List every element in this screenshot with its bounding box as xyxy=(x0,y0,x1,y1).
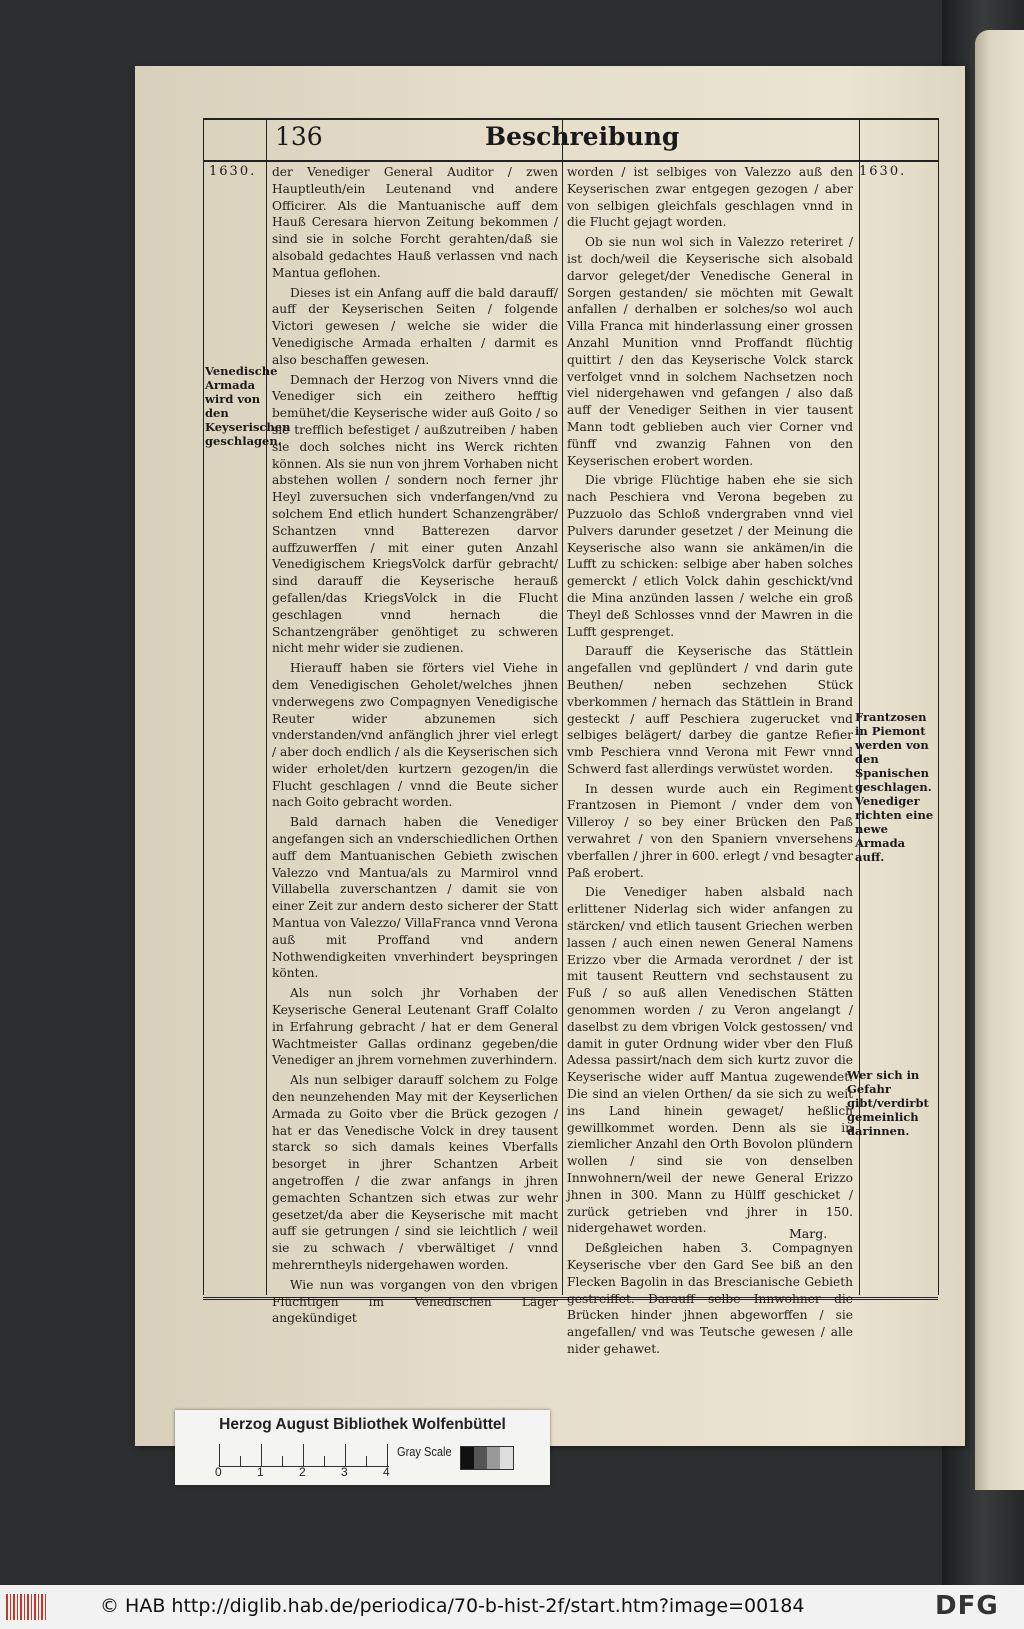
color-scale-card xyxy=(175,1410,550,1485)
dfg-logo: DFG xyxy=(935,1591,999,1621)
paragraph: worden / ist selbiges von Valezzo auß den Keyserischen zwar entgegen gezogen / aber von selbigen gleichfals geschlagen vnnd in die Flucht gejagt worden. xyxy=(567,165,853,230)
paragraph: Ob sie nun wol sich in Valezzo reteriret / ist doch/weil die Keyserische sich alsobald darvor geleget/der Venedische General in Sorgen gestanden/ sie möchten mit Gewalt anfallen / derhalben er solches/so wol auch Villa Franca mit hinderlassung einer grossen Anzahl Munition vnnd Proffandt flüchtig quittirt / den das Keyserische Volck starck verfolget vnnd in solchem Nachsetzen noch viel nidergehawen vnd gefangen / also daß auff der Venediger Seithen in vier tausent Mann todt geblieben auch vier Corner vnd fünff vnd zwanzig Fahnen von den Keyserischen erobert worden. xyxy=(567,235,853,468)
ruler-number: 3 xyxy=(341,1465,348,1479)
page-number: 136 xyxy=(275,122,323,151)
paragraph: Wie nun was vorgangen von den vbrigen Flüchtigen im Venedischen Läger angekündiget xyxy=(272,1277,558,1326)
paragraph: Deßgleichen haben 3. Compagnyen Keyserische vber den Gard See biß an den Flecken Bagolin in das Brescianische Gebieth gestreiffet. Darauff selbe Innwohner die Brücken hinder jhnen abgeworffen / sie angefallen/ vnd was Teutsche gewesen / alle nider gehawet. xyxy=(567,1241,853,1356)
header-rule xyxy=(203,160,938,162)
paragraph: In dessen wurde auch ein Regiment Frantzosen in Piemont / vnder dem von Villeroy / so bey einer Brücken den Paß verwahret / von den Spaniern vnversehens vberfallen / jhrer in 600. erlegt / vnd besagter Paß erobert. xyxy=(567,781,853,880)
paragraph: Dieses ist ein Anfang auff die bald darauff/ auff der Keyserischen Seiten / folgende Victori gewesen / welche sie wider die Venedigische Armada erhalten / darmit es also beschaffen gewesen. xyxy=(272,285,558,367)
paragraph: Demnach der Herzog von Nivers vnnd die Venediger sich ein zeithero hefftig bemühet/die Keyserische wider auß Goito / so sie trefflich befestiget / außzutreiben / haben sie doch solches nicht ins Werck richten können. Als sie nun von jhrem Vorhaben nicht abstehen wollen / sondern noch ferner jhr Heyl zuversuchen sich vnderfangen/vnd zu solchem End etlich hundert Schanzengräber/ Schantzen vnnd Batterezen darvor auffzuwerffen / mit einer guten Anzahl Venedigischem KriegsVolck darfür gebracht/ sind darauff die Keyserische herauß gefallen/das KriegsVolck in die Flucht geschlagen vnnd hernach die Schantzengräber genöhtiget zu schweren nicht mehr wider sie zudienen. xyxy=(272,372,558,656)
year-right: 1630. xyxy=(859,164,907,179)
catchword: Marg. xyxy=(789,1226,828,1241)
ruler-number: 2 xyxy=(299,1465,306,1479)
paragraph: der Venediger General Auditor / zwen Hauptleuth/ein Leutenand vnd andere Officirer. Als die Mantuanische auff dem Hauß Ceresara hiervon Zeitung bekommen / sind sie in solche Forcht gerahten/daß sie alsobald gedachtes Hauß verlassen vnd nach Mantua geflohen. xyxy=(272,165,558,280)
margin-note-right: Frantzosen in Piemont werden von den Spanischen geschlagen. Venediger richten eine newe Armada auff. xyxy=(855,710,934,864)
ruler-number: 4 xyxy=(383,1465,390,1479)
running-head: Beschreibung xyxy=(485,122,680,151)
barcode-icon xyxy=(6,1594,46,1620)
document-page xyxy=(135,66,965,1446)
text-column-left xyxy=(272,164,558,1330)
source-url[interactable]: © HAB http://diglib.hab.de/periodica/70-b-hist-2f/start.htm?image=00184 xyxy=(100,1595,805,1617)
ruler-number: 0 xyxy=(215,1465,222,1479)
margin-note-right: Wer sich in Gefahr gibt/verdirbt gemeinlich darinnen. xyxy=(847,1068,929,1138)
measurement-ruler xyxy=(219,1444,389,1467)
paragraph: Als nun solch jhr Vorhaben der Keyserische General Leutenant Graff Colalto in Erfahrung gebracht / hat er dem General Wachtmeister Gallas ordinanz gegeben/die Venediger an jhrem vornehmen zuverhindern. xyxy=(272,986,558,1068)
paragraph: Hierauff haben sie förters viel Viehe in dem Venedigischen Geholet/welches jhnen vnderwegens zwo Compagnyen Venedigische Reuter wider abzunemen sich vnderstanden/vnd anfänglich jhrer viel erlegt / aber doch endlich / als die Keyserischen sich wider erholet/den kurtzern gezogen/in die Flucht geschlagen / vnnd die Beute sicher nach Goito gebracht worden. xyxy=(272,661,558,810)
margin-note-left: Venedische Armada wird von den Keyserischen geschlagen. xyxy=(205,364,291,448)
column-divider xyxy=(562,118,563,1295)
ruler-number: 1 xyxy=(257,1465,264,1479)
footer-bar xyxy=(0,1585,1024,1629)
paragraph: Bald darnach haben die Venediger angefangen sich an vnderschiedlichen Orthen auff dem Mantuanischen Gebieth zwischen Valezzo vnd Mantua/als zu Marmirol vnnd Villabella zuverschantzen / damit sie von einer Zeit zur andern desto sicherer der Statt Mantua von Valezzo/ VillaFranca vnnd Verona auß mit Proffand vnd andern Nothwendigkeiten vnverhindert beyspringen könten. xyxy=(272,815,558,981)
frame-line-outer-right xyxy=(938,118,939,1295)
text-column-right xyxy=(567,164,853,1361)
frame-line-outer-left xyxy=(203,118,204,1295)
gray-scale-bar xyxy=(460,1446,514,1470)
facing-page-edge xyxy=(975,30,1024,1490)
gray-scale-label: Gray Scale xyxy=(397,1444,452,1459)
paragraph: Die Venediger haben alsbald nach erlittener Niderlag sich wider anfangen zu stärcken/ vnd etlich tausent Griechen werben lassen / auch einen newen General Namens Erizzo vber die Armada verordnet / der ist mit tausent Reuttern vnd sechstausent zu Fuß / so auß allen Venedischen Stätten genommen worden / zu Veron angelangt / daselbst zu dem vbrigen Volck gestossen/ vnd damit in guter Ordnung wider vber den Fluß Adessa passirt/nach dem sich kurtz zuvor die Keyserische wider auff Mantua zugewendet. Die sind an vielen Orthen/ da sie sich zu weit ins Land hinein gewaget/ heßlich gewillkommet worden. Denn als sie in ziemlicher Anzahl den Orth Bovolon plündern wollen / sind sie von denselben Innwohnern/weil der newe General Erizzo jhnen in 300. Mann zu Hülff geschicket / zurück getrieben vnd jhrer in 150. nidergehawet worden. xyxy=(567,885,853,1236)
library-name: Herzog August Bibliothek Wolfenbüttel xyxy=(219,1416,506,1433)
frame-line-inner-left xyxy=(266,118,267,1295)
paragraph: Darauff die Keyserische das Stättlein angefallen vnd geplündert / vnd darin gute Beuthen/ neben sechzehen Stück vberkommen / hernach das Stättlein in Brand gesteckt / auff Peschiera zugerucket vnd selbiges belägert/ darbey die gantze Refier vmb Peschiera vnnd Verona mit Fewr vnnd Schwerd fast allerdings verwüstet worden. xyxy=(567,644,853,776)
year-left: 1630. xyxy=(209,164,257,179)
paragraph: Als nun selbiger darauff solchem zu Folge den neunzehenden May mit der Keyserlichen Armada zu Goito vber die Brück gezogen / hat er das Venedische Volck in drey tausent starck so sich damals keines Vberfalls besorget in jhrer Schantzen Arbeit angetroffen / die zwar anfangs in jhren gemachten Schantzen sich etwas zur wehr gesetzet/da aber die Keyserische mit macht auff sie getrungen / sind sie leichtlich / weil sie zu schwach / vberwältiget / vnnd mehrerntheyls nidergehawen worden. xyxy=(272,1073,558,1272)
paragraph: Die vbrige Flüchtige haben ehe sie sich nach Peschiera vnd Verona begeben zu Puzzuolo das Schloß vndergraben vnnd viel Pulvers darunder gesetzet / der Meinung die Keyserische also wann sie ankämen/in die Lufft zu schicken: selbige aber haben solches gemerckt / etlich Volck dahin geschickt/vnd die Mina anzünden lassen / welche ein groß Theyl deß Schlosses vnnd der Mawren in die Lufft gesprenget. xyxy=(567,473,853,639)
